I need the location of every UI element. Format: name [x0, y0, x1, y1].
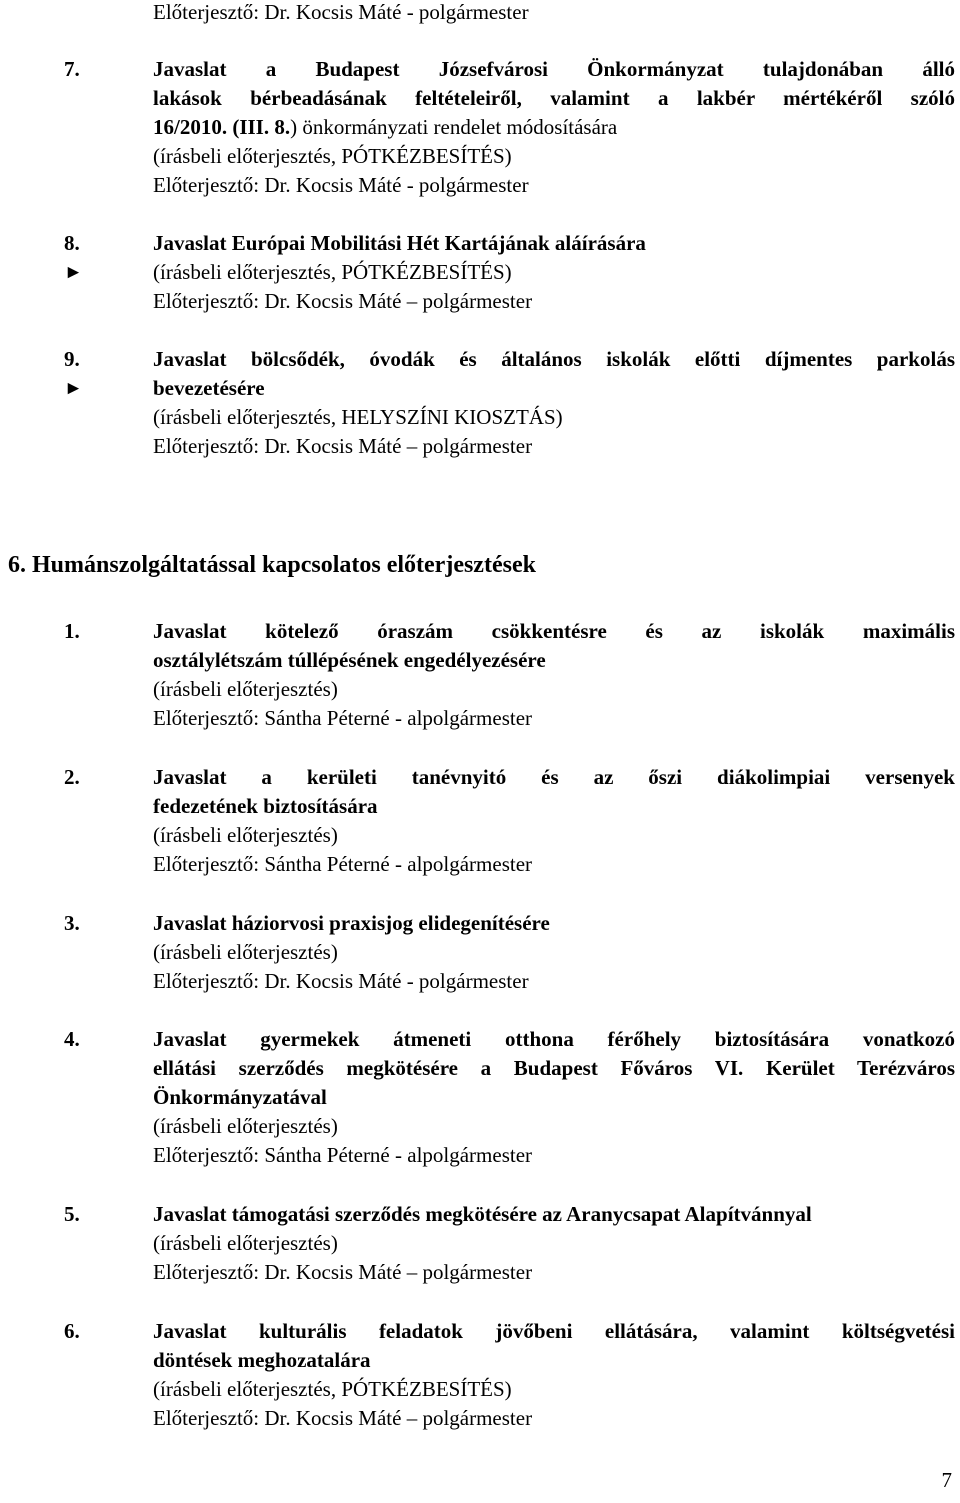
item-type: (írásbeli előterjesztés, PÓTKÉZBESÍTÉS)	[153, 144, 512, 168]
item-type: (írásbeli előterjesztés)	[153, 1114, 338, 1138]
item-title-line	[153, 113, 955, 142]
item-type: (írásbeli előterjesztés)	[153, 677, 338, 701]
item-number: 6.	[64, 1319, 80, 1343]
item-title-line: döntések meghozatalára	[153, 1348, 371, 1372]
item-title-line: Javaslat a Budapest Józsefvárosi Önkormányzat tulajdonában álló	[153, 57, 955, 81]
item-title-line: ellátási szerződés megkötésére a Budapest Főváros VI. Kerület Terézváros	[153, 1056, 955, 1080]
item-title-line: lakások bérbeadásának feltételeiről, valamint a lakbér mértékéről szóló	[153, 86, 955, 110]
item-type: (írásbeli előterjesztés)	[153, 823, 338, 847]
item-presenter: Előterjesztő: Dr. Kocsis Máté – polgármester	[153, 434, 533, 458]
item-type: (írásbeli előterjesztés)	[153, 940, 338, 964]
item-presenter: Előterjesztő: Sántha Péterné - alpolgármester	[153, 1143, 533, 1167]
item-title-line: Javaslat támogatási szerződés megkötésére az Aranycsapat Alapítvánnyal	[153, 1202, 812, 1226]
item-number: 3.	[64, 911, 80, 935]
item-number: 8.	[64, 231, 80, 255]
presenter-line: Előterjesztő: Dr. Kocsis Máté - polgármester	[153, 0, 529, 24]
section-heading: 6. Humánszolgáltatással kapcsolatos előterjesztések	[8, 552, 536, 578]
item-title-line: Javaslat gyermekek átmeneti otthona férőhely biztosítására vonatkozó	[153, 1027, 955, 1051]
item-presenter: Előterjesztő: Dr. Kocsis Máté - polgármester	[153, 969, 529, 993]
item-title-line: osztálylétszám túllépésének engedélyezésére	[153, 648, 546, 672]
item-number: 5.	[64, 1202, 80, 1226]
item-title-line: Javaslat Európai Mobilitási Hét Kartájának aláírására	[153, 231, 646, 255]
item-presenter: Előterjesztő: Dr. Kocsis Máté – polgármester	[153, 1406, 533, 1430]
item-presenter: Előterjesztő: Sántha Péterné - alpolgármester	[153, 852, 533, 876]
page-number: 7	[941, 1468, 952, 1492]
item-number: 9.	[64, 347, 80, 371]
item-number: 2.	[64, 765, 80, 789]
item-presenter: Előterjesztő: Dr. Kocsis Máté – polgármester	[153, 289, 533, 313]
item-number: 1.	[64, 619, 80, 643]
item-title-line: bevezetésére	[153, 376, 265, 400]
item-type: (írásbeli előterjesztés, HELYSZÍNI KIOSZTÁS)	[153, 405, 563, 429]
item-type: (írásbeli előterjesztés, PÓTKÉZBESÍTÉS)	[153, 260, 512, 284]
item-title-normal-part: ) önkormányzati rendelet módosítására	[290, 115, 618, 139]
item-type: (írásbeli előterjesztés)	[153, 1231, 338, 1255]
item-title-line: Javaslat kulturális feladatok jövőbeni ellátására, valamint költségvetési	[153, 1319, 955, 1343]
item-title-line: fedezetének biztosítására	[153, 794, 378, 818]
item-number: 7.	[64, 57, 80, 81]
item-type: (írásbeli előterjesztés, PÓTKÉZBESÍTÉS)	[153, 1377, 512, 1401]
item-title-line: Javaslat háziorvosi praxisjog elidegenítésére	[153, 911, 550, 935]
arrow-marker-icon: ►	[64, 262, 83, 283]
item-title-line: Önkormányzatával	[153, 1085, 327, 1109]
item-presenter: Előterjesztő: Dr. Kocsis Máté – polgármester	[153, 1260, 533, 1284]
item-presenter: Előterjesztő: Dr. Kocsis Máté - polgármester	[153, 173, 529, 197]
item-title-line: Javaslat a kerületi tanévnyitó és az őszi diákolimpiai versenyek	[153, 765, 955, 789]
item-title-line: Javaslat kötelező óraszám csökkentésre és az iskolák maximális	[153, 619, 955, 643]
item-title-line: Javaslat bölcsődék, óvodák és általános iskolák előtti díjmentes parkolás	[153, 347, 955, 371]
item-title-bold-part: 16/2010. (III. 8.	[153, 115, 291, 139]
item-number: 4.	[64, 1027, 80, 1051]
item-presenter: Előterjesztő: Sántha Péterné - alpolgármester	[153, 706, 533, 730]
arrow-marker-icon: ►	[64, 378, 83, 399]
